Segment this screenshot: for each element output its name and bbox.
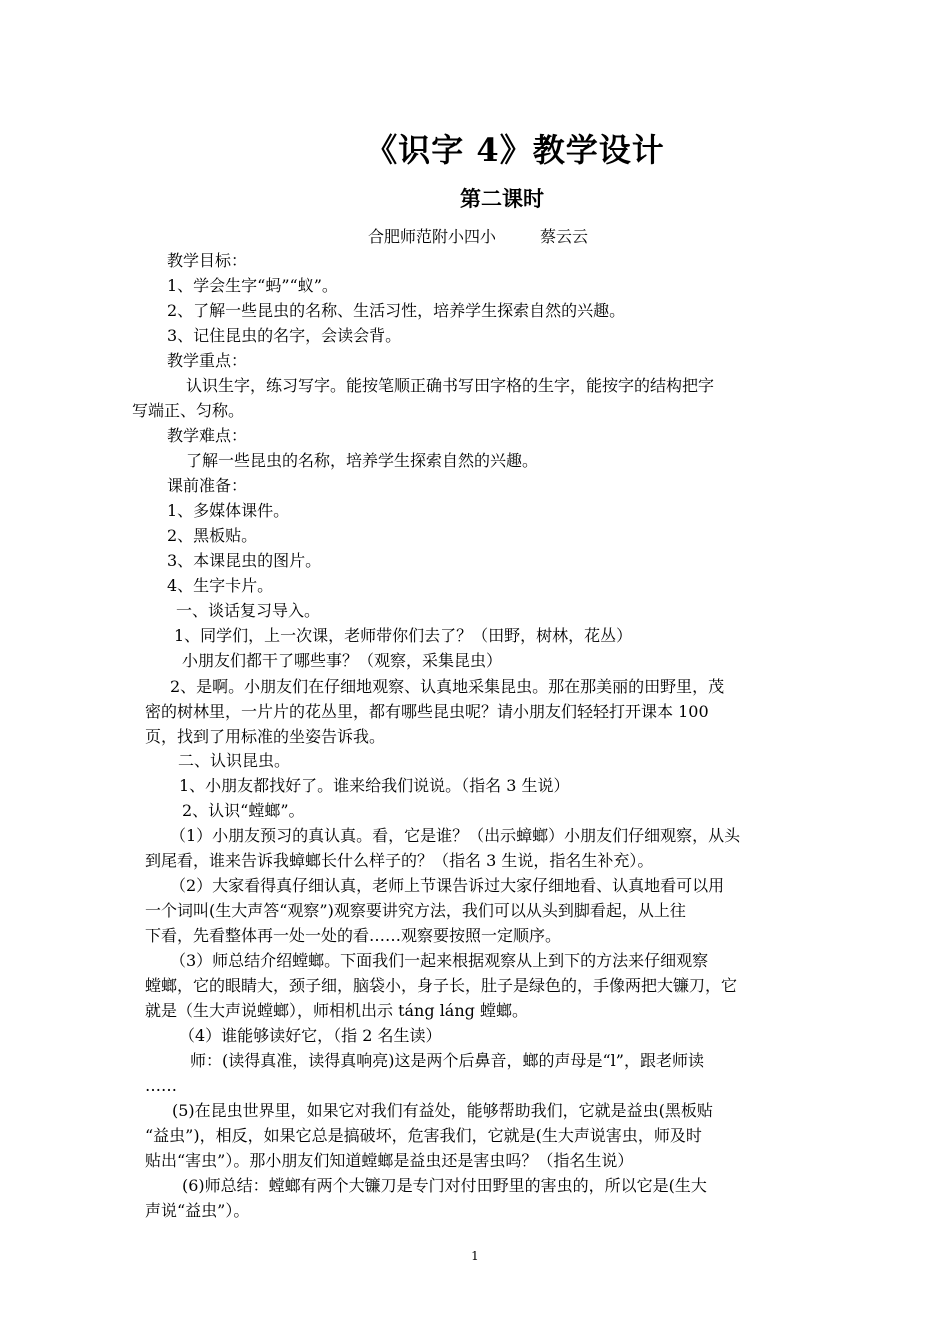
text-line: 页，找到了用标准的坐姿告诉我。 (145, 727, 386, 746)
text-line: 师：(读得真准，读得真响亮)这是两个后鼻音，螂的声母是“l”，跟老师读 (190, 1051, 704, 1070)
text-line: （1）小朋友预习的真认真。看，它是谁？（出示蟑螂）小朋友们仔细观察，从头 (170, 826, 741, 845)
text-line: 1、学会生字“蚂”“蚁”。 (167, 276, 338, 295)
text-line: 下看，先看整体再一处一处的看……观察要按照一定顺序。 (145, 926, 562, 945)
text-line: 密的树林里，一片片的花丛里，都有哪些昆虫呢？请小朋友们轻轻打开课本 100 (145, 702, 709, 721)
text-line: 2、是啊。小朋友们在仔细地观察、认真地采集昆虫。那在那美丽的田野里，茂 (170, 677, 725, 696)
text-line: …… (145, 1076, 177, 1095)
text-line: 螳螂，它的眼睛大，颈子细，脑袋小，身子长，肚子是绿色的，手像两把大镰刀，它 (145, 976, 738, 995)
text-line: 了解一些昆虫的名称，培养学生探索自然的兴趣。 (186, 451, 539, 470)
author-school: 合肥师范附小四小 (368, 227, 497, 246)
text-line: 小朋友们都干了哪些事？（观察，采集昆虫） (182, 651, 503, 670)
text-line: 教学重点： (167, 351, 248, 370)
text-line: （3）师总结介绍螳螂。下面我们一起来根据观察从上到下的方法来仔细观察 (170, 951, 709, 970)
text-line: (6)师总结：螳螂有两个大镰刀是专门对付田野里的害虫的，所以它是(生大 (182, 1176, 707, 1195)
text-line: “益虫”)，相反，如果它总是搞破坏，危害我们，它就是(生大声说害虫，师及时 (145, 1126, 702, 1145)
text-line: 1、小朋友都找好了。谁来给我们说说。（指名 3 生说） (179, 776, 570, 795)
text-line: 教学难点： (167, 426, 248, 445)
text-line: 4、生字卡片。 (167, 576, 274, 595)
document-title: 《识字 4》教学设计 (365, 131, 665, 169)
text-line: 教学目标： (167, 251, 248, 270)
text-line: (5)在昆虫世界里，如果它对我们有益处，能够帮助我们，它就是益虫(黑板贴 (172, 1101, 713, 1120)
text-line: 2、了解一些昆虫的名称、生活习性，培养学生探索自然的兴趣。 (167, 301, 626, 320)
text-line: 3、本课昆虫的图片。 (167, 551, 322, 570)
text-line: 认识生字，练习写字。能按笔顺正确书写田字格的生字，能按字的结构把字 (186, 376, 715, 395)
text-line: 到尾看，谁来告诉我蟑螂长什么样子的？（指名 3 生说，指名生补充）。 (145, 851, 654, 870)
text-line: （2）大家看得真仔细认真，老师上节课告诉过大家仔细地看、认真地看可以用 (170, 876, 725, 895)
text-line: 2、黑板贴。 (167, 526, 258, 545)
text-line: 就是（生大声说螳螂），师相机出示 táng láng 螳螂。 (145, 1001, 528, 1020)
text-line: 课前准备： (167, 476, 248, 495)
text-line: 贴出“害虫”）。那小朋友们知道螳螂是益虫还是害虫吗？（指名生说） (145, 1151, 634, 1170)
page-number: 1 (471, 1249, 479, 1263)
text-line: 一、谈话复习导入。 (176, 601, 321, 620)
author-line (368, 225, 588, 249)
text-line: 2、认识“螳螂”。 (182, 801, 305, 820)
text-line: 1、多媒体课件。 (167, 501, 290, 520)
text-line: 写端正、匀称。 (132, 401, 245, 420)
author-name: 蔡云云 (540, 227, 589, 246)
document-subtitle: 第二课时 (460, 186, 544, 211)
text-line: 1、同学们，上一次课，老师带你们去了？（田野，树林，花丛） (174, 626, 633, 645)
text-line: 3、记住昆虫的名字，会读会背。 (167, 326, 402, 345)
text-line: 一个词叫(生大声答“观察”)观察要讲究方法，我们可以从头到脚看起，从上往 (145, 901, 686, 920)
text-line: （4）谁能够读好它，（指 2 名生读） (179, 1026, 442, 1045)
text-line: 声说“益虫”）。 (145, 1201, 250, 1220)
text-line: 二、认识昆虫。 (178, 751, 291, 770)
